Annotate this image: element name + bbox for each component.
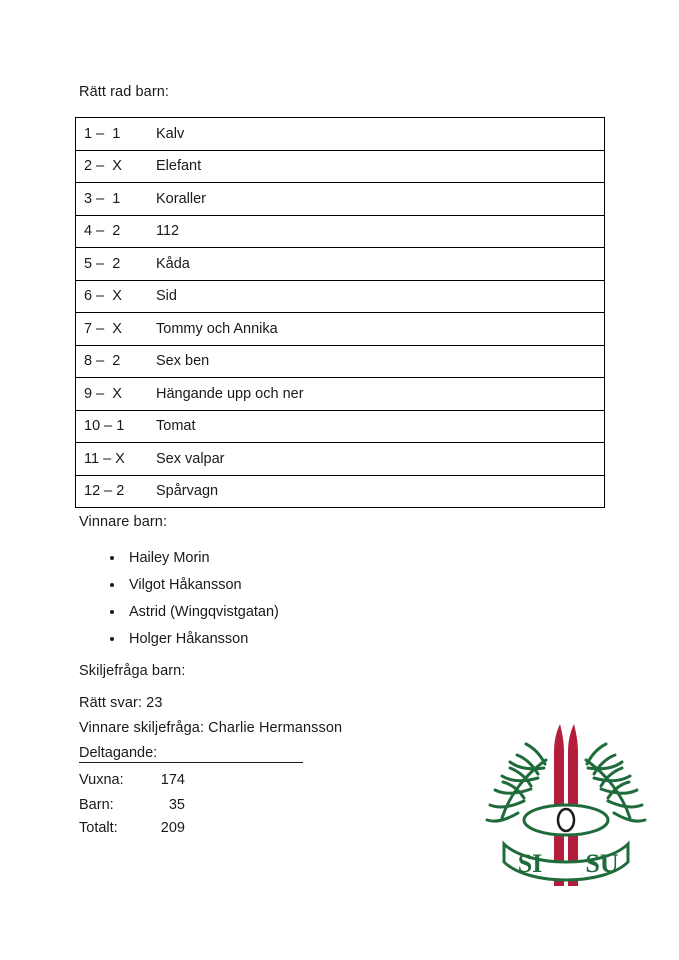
answer-text: Sex ben (156, 345, 605, 378)
table-row (76, 280, 605, 313)
answer-text: Kåda (156, 248, 605, 281)
answer-number: 11 – X (76, 443, 157, 476)
participation-label: Vuxna: (79, 772, 124, 788)
answer-text: Spårvagn (156, 475, 605, 508)
answer-text: Sid (156, 280, 605, 313)
answer-number: 1 – 1 (76, 118, 157, 151)
answer-text: Koraller (156, 183, 605, 216)
section-title-winners: Vinnare barn: (79, 514, 168, 530)
participation-row-total (79, 820, 185, 836)
table-row (76, 183, 605, 216)
list-item: • Vilgot Håkansson (125, 572, 279, 599)
participation-row-adults (79, 772, 185, 788)
answer-number: 7 – X (76, 313, 157, 346)
answer-text: Tomat (156, 410, 605, 443)
table-row (76, 313, 605, 346)
answer-number: 3 – 1 (76, 183, 157, 216)
participation-label: Totalt: (79, 820, 118, 836)
answer-text: Kalv (156, 118, 605, 151)
section-title-participation: Deltagande: (79, 745, 303, 763)
participation-value: 209 (160, 820, 185, 836)
answers-table (75, 117, 605, 508)
page-title-answers: Rätt rad barn: (79, 84, 170, 100)
tiebreak-winner: Vinnare skiljefråga: Charlie Hermansson (79, 720, 343, 736)
si-su-ski-club-emblem-icon (482, 716, 650, 902)
table-row (76, 475, 605, 508)
table-row (76, 215, 605, 248)
table-row (76, 443, 605, 476)
emblem-text-left: SI (517, 849, 543, 878)
answer-text: Elefant (156, 150, 605, 183)
answer-number: 4 – 2 (76, 215, 157, 248)
winners-list (103, 545, 279, 653)
answer-text: 112 (156, 215, 605, 248)
emblem-text-right: SU (585, 849, 619, 878)
answer-text: Tommy och Annika (156, 313, 605, 346)
answer-text: Hängande upp och ner (156, 378, 605, 411)
answer-number: 2 – X (76, 150, 157, 183)
participation-label: Barn: (79, 797, 114, 813)
participation-row-children (79, 797, 185, 813)
table-row (76, 150, 605, 183)
answer-number: 5 – 2 (76, 248, 157, 281)
list-item: • Hailey Morin (125, 545, 279, 572)
answer-number: 6 – X (76, 280, 157, 313)
tiebreak-correct-answer: Rätt svar: 23 (79, 695, 163, 711)
answer-number: 12 – 2 (76, 475, 157, 508)
answer-number: 10 – 1 (76, 410, 157, 443)
answer-text: Sex valpar (156, 443, 605, 476)
participation-value: 35 (168, 797, 185, 813)
list-item: • Holger Håkansson (125, 626, 279, 653)
table-row (76, 118, 605, 151)
table-row (76, 378, 605, 411)
answer-number: 8 – 2 (76, 345, 157, 378)
table-row (76, 345, 605, 378)
table-row (76, 410, 605, 443)
participation-value: 174 (160, 772, 185, 788)
answer-number: 9 – X (76, 378, 157, 411)
answers-table-body (76, 118, 605, 508)
table-row (76, 248, 605, 281)
list-item: • Astrid (Wingqvistgatan) (125, 599, 279, 626)
section-title-tiebreak: Skiljefråga barn: (79, 663, 186, 679)
